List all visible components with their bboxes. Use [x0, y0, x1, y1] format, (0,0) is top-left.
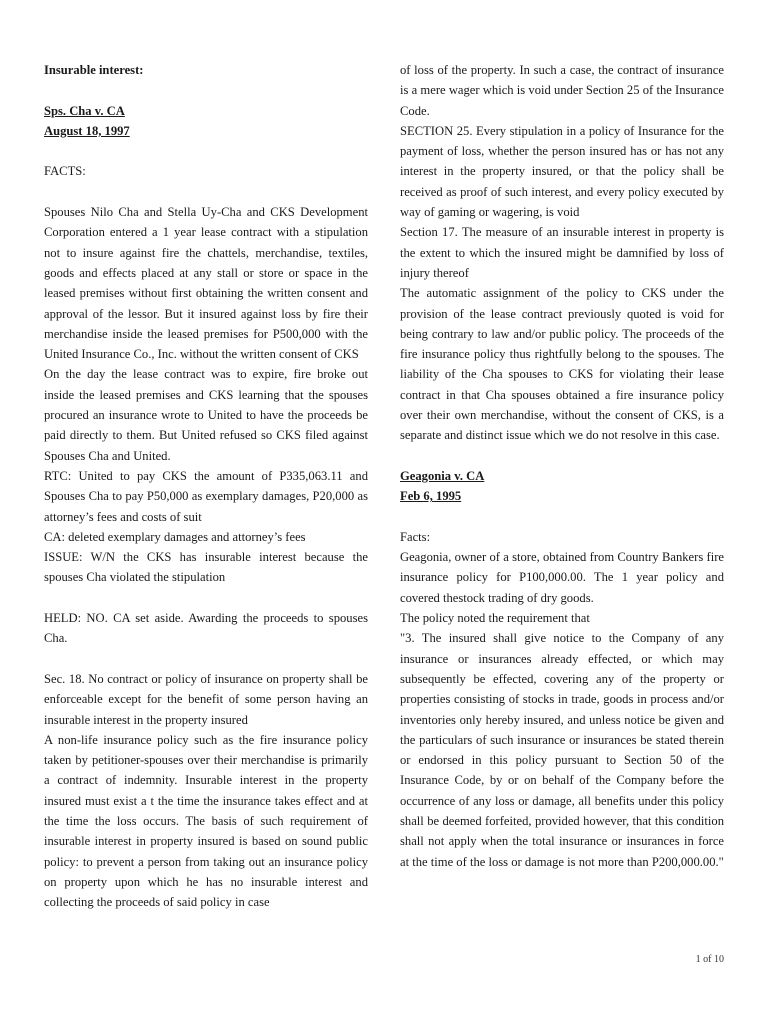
rtc-ruling: RTC: United to pay CKS the amount of P335,063.11 and Spouses Cha to pay P50,000 as exemplary damages, P20,000 as attorney’s fees and costs of suit	[44, 468, 368, 524]
section-17: Section 17. The measure of an insurable interest in property is the extent to which the insured might be damnified by loss of injury thereof	[400, 225, 724, 280]
facts-label: FACTS:	[44, 164, 86, 179]
case-date: August 18, 1997	[44, 123, 130, 138]
case-title: Sps. Cha v. CA	[44, 103, 125, 118]
facts-paragraph-2: On the day the lease contract was to expire, fire broke out inside the leased premises and CKS learning that the spouses procured an insurance wrote to United to have the proceeds be paid directly to them. But United refused so CKS filed against Spouses Cha and United.	[44, 367, 368, 463]
section-25: SECTION 25. Every stipulation in a policy of Insurance for the payment of loss, whether the person insured has or has not any interest in the property insured, or that the policy shall be received as proof of such interest, and every policy executed by way of gaming or wagering, is void	[400, 123, 724, 220]
sec-18: Sec. 18. No contract or policy of insurance on property shall be enforceable except for the benefit of some person having an insurable interest in the property insured	[44, 671, 368, 727]
case-date-2: Feb 6, 1995	[400, 489, 462, 504]
policy-clause: "3. The insured shall give notice to the Company of any insurance or insurances already effected, or which may subsequently be effected, covering any of the property or properties consisting of stocks in trade, goods in process and/or inventories only hereby insured, and unless notice be given and the particulars of such insurance or insurances be stated therein or endorsed in this policy pursuant to Section 50 of the Insurance Code, by or on behalf of the Company before the occurrence of any loss or damage, all benefits under this policy shall be deemed forfeited, provided however, that this condition shall not apply when the total insurance or insurances in force at the time of the loss or damage is not more than P200,000.00."	[400, 631, 724, 869]
page-number: 1 of 10	[695, 954, 724, 965]
section-heading: Insurable interest:	[44, 63, 144, 77]
ca-ruling: CA: deleted exemplary damages and attorney’s fees	[44, 529, 306, 544]
right-column	[400, 60, 724, 872]
geagonia-facts: Geagonia, owner of a store, obtained from Country Bankers fire insurance policy for P100,000.00. The 1 year policy and covered thestock trading of dry goods.	[400, 550, 724, 605]
issue: ISSUE: W/N the CKS has insurable interest because the spouses Cha violated the stipulation	[44, 550, 368, 585]
facts-paragraph-1: Spouses Nilo Cha and Stella Uy-Cha and CKS Development Corporation entered a 1 year lease contract with a stipulation not to insure against fire the chattels, merchandise, textiles, goods and effects placed at any stall or store or space in the leased premises without first obtaining the written consent and approval of the lessor. But it insured against loss by fire their merchandise inside the leased premises for P500,000 with the United Insurance Co., Inc. without the written consent of CKS	[44, 205, 368, 362]
non-life-paragraph: A non-life insurance policy such as the fire insurance policy taken by petitioner-spouses over their merchandise is primarily a contract of indemnity. Insurable interest in the property insured must exist a t the time the insurance takes effect and at the time the loss occurs. The basis of such requirement of insurable interest in property insured is based on sound public policy: to prevent a person from taking out an insurance policy on property upon which he has no insurable interest and collecting the proceeds of said policy in case	[44, 732, 368, 910]
left-column	[44, 60, 368, 912]
continued-paragraph: of loss of the property. In such a case, the contract of insurance is a mere wager which is void under Section 25 of the Insurance Code.	[400, 63, 724, 118]
facts-label-2: Facts:	[400, 529, 431, 544]
assignment-paragraph: The automatic assignment of the policy to CKS under the provision of the lease contract previously quoted is void for being contrary to law and/or public policy. The proceeds of the fire insurance policy thus rightfully belong to the spouses. The liability of the Cha spouses to CKS for violating their lease contract in that Cha spouses obtained a fire insurance policy over their own merchandise, without the consent of CKS, is a separate and distinct issue which we do not resolve in this case.	[400, 286, 724, 443]
policy-noted: The policy noted the requirement that	[400, 611, 590, 626]
case-title-2: Geagonia v. CA	[400, 468, 485, 483]
held: HELD: NO. CA set aside. Awarding the proceeds to spouses Cha.	[44, 611, 368, 646]
